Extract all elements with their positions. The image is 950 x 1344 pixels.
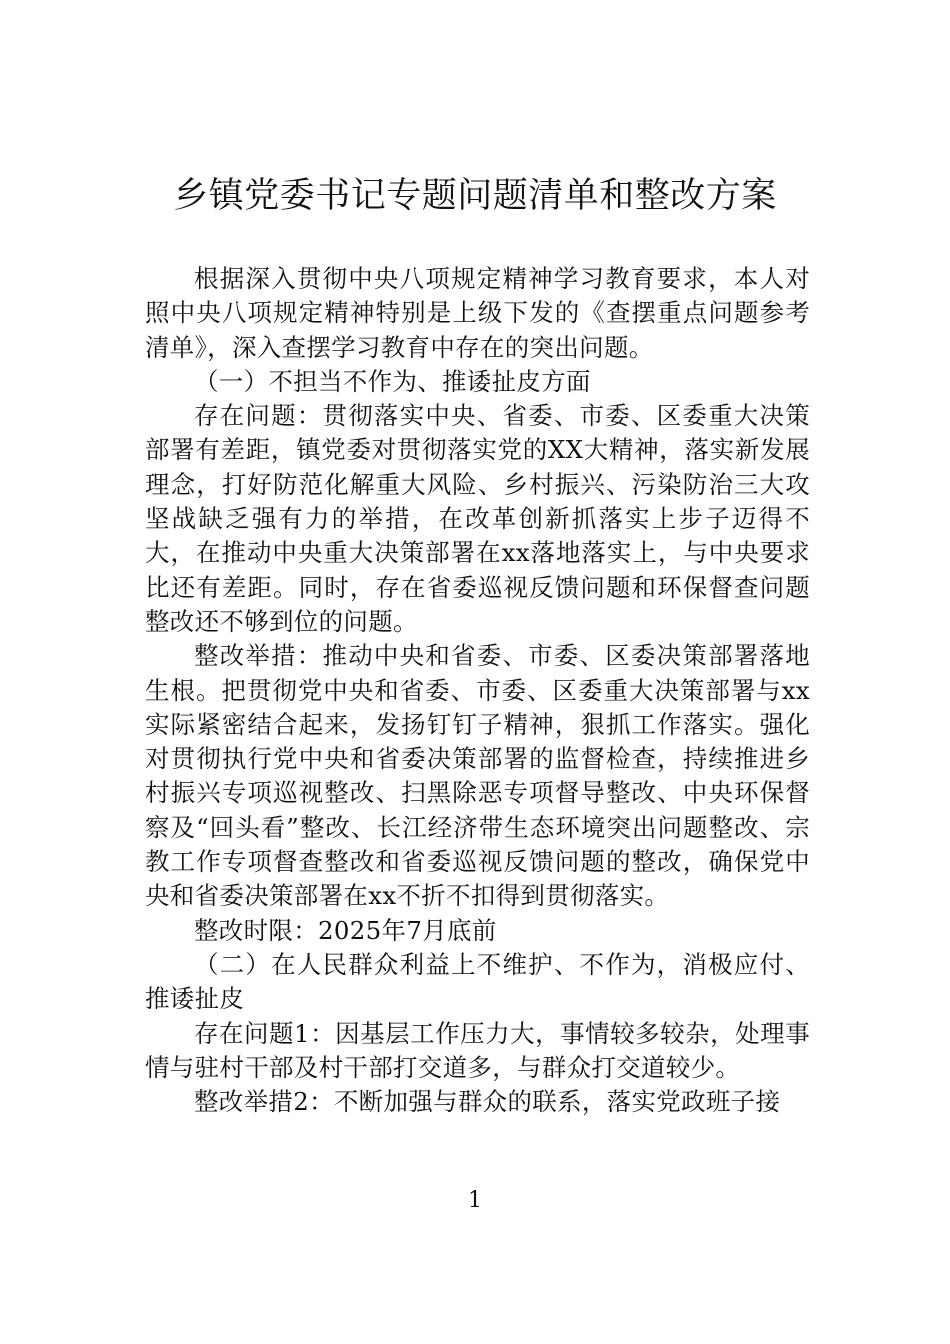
section-heading-2: （二）在人民群众利益上不维护、不作为，消极应付、推诿扯皮: [145, 949, 810, 1014]
deadline-paragraph-1: 整改时限：2025年7月底前: [194, 915, 497, 945]
problem-paragraph-2: 存在问题1：因基层工作压力大，事情较多较杂，处理事情与驻村干部及村干部打交道多，与群众打交道较少。: [145, 1018, 810, 1082]
intro-paragraph: 根据深入贯彻中央八项规定精神学习教育要求，本人对照中央八项规定精神特别是上级下发的《查摆重点问题参考清单》，深入查摆学习教育中存在的突出问题。: [145, 264, 810, 362]
document-body: [145, 262, 810, 1119]
section-heading-1: （一）不担当不作为、推诿扯皮方面: [194, 366, 591, 396]
page-number: 1: [468, 1188, 482, 1213]
measure-paragraph-2: 整改举措2：不断加强与群众的联系，落实党政班子接: [194, 1087, 781, 1117]
problem-paragraph-1: 存在问题：贯彻落实中央、省委、市委、区委重大决策部署有差距，镇党委对贯彻落实党的XX大精神，落实新发展理念，打好防范化解重大风险、乡村振兴、污染防治三大攻坚战缺乏强有力的举措，在改革创新抓落实上步子迈得不大，在推动中央重大决策部署在xx落地落实上，与中央要求比还有差距。同时，存在省委巡视反馈问题和环保督查问题整改还不够到位的问题。: [145, 401, 810, 636]
measure-paragraph-1: 整改举措：推动中央和省委、市委、区委决策部署落地生根。把贯彻党中央和省委、市委、区委重大决策部署与xx实际紧密结合起来，发扬钉钉子精神，狠抓工作落实。强化对贯彻执行党中央和省委决策部署的监督检查，持续推进乡村振兴专项巡视整改、扫黑除恶专项督导整改、中央环保督察及“回头看”整改、长江经济带生态环境突出问题整改、宗教工作专项督查整改和省委巡视反馈问题的整改，确保党中央和省委决策部署在xx不折不扣得到贯彻落实。: [145, 641, 810, 911]
document-title: 乡镇党委书记专题问题清单和整改方案: [173, 176, 777, 216]
